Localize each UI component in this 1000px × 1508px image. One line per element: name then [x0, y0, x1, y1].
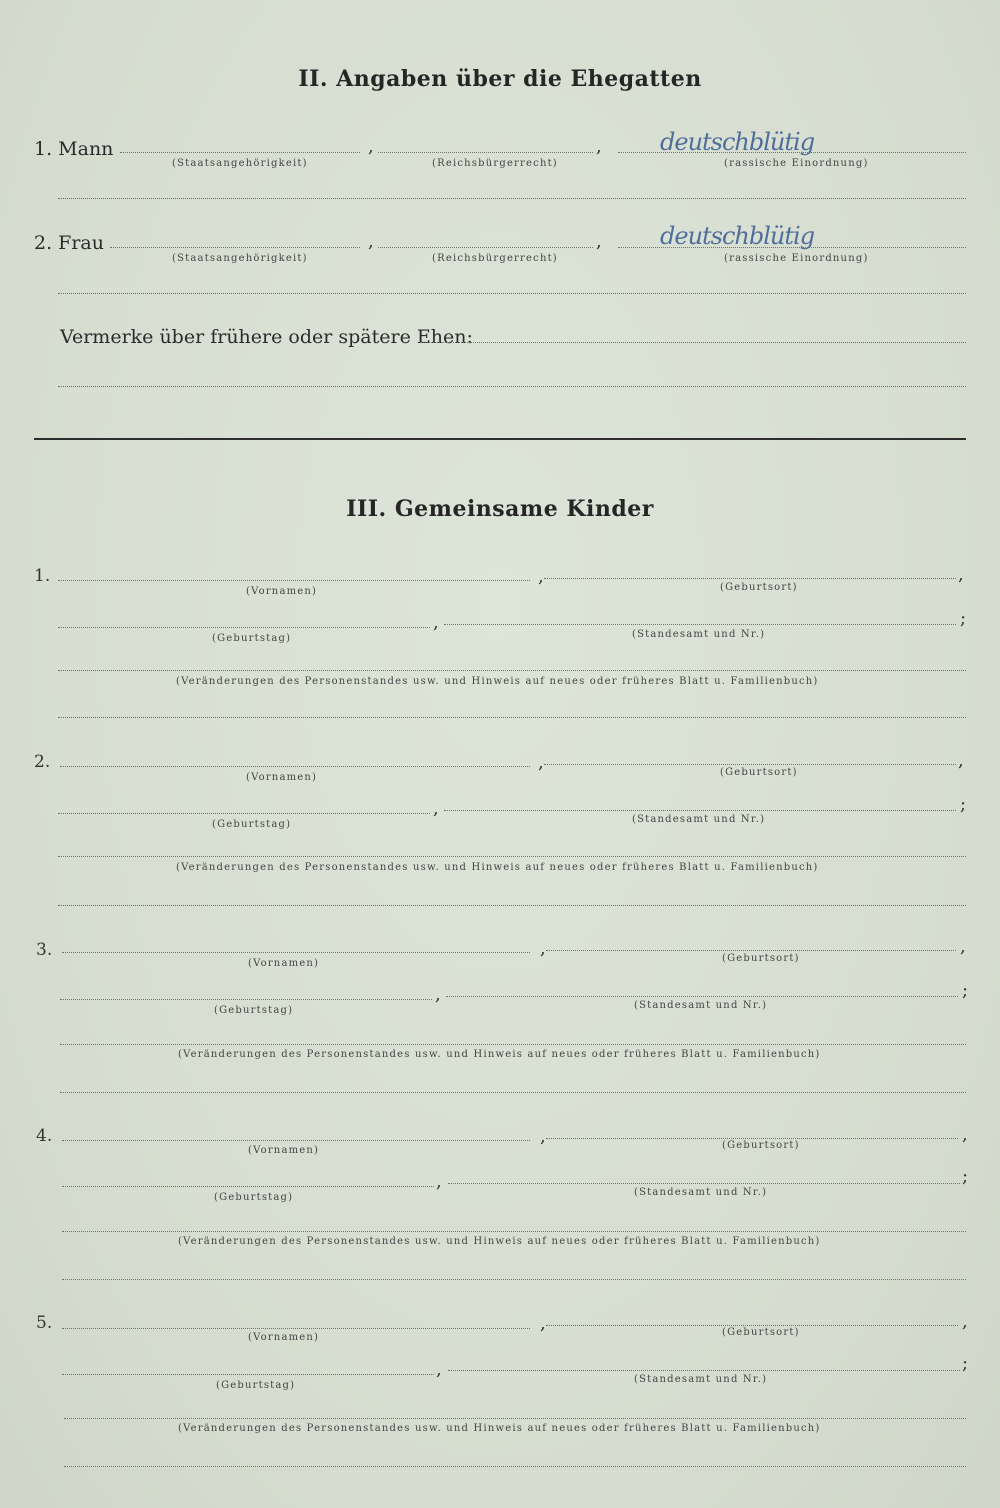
veraenderungen-field[interactable] — [62, 1231, 966, 1232]
caption-staatsangehoerigkeit: (Staatsangehörigkeit) — [172, 253, 308, 264]
caption-geburtstag: (Geburtstag) — [216, 1380, 296, 1391]
child-number: 4. — [36, 1126, 53, 1146]
geburtstag-field[interactable] — [60, 999, 432, 1000]
veraenderungen-extra-line[interactable] — [64, 1466, 966, 1467]
caption-vornamen: (Vornamen) — [248, 1332, 320, 1343]
caption-veraenderungen: (Veränderungen des Personenstandes usw. und Hinweis auf neues oder früheres Blatt u. Familienbuch) — [178, 1423, 821, 1434]
comma: , — [596, 231, 602, 252]
mann-staat-field[interactable] — [120, 152, 360, 153]
frau-reich-field[interactable] — [378, 247, 593, 248]
semicolon: ; — [960, 794, 967, 815]
frau-label: 2. Frau — [34, 232, 104, 254]
semicolon: ; — [962, 1353, 969, 1374]
veraenderungen-extra-line[interactable] — [58, 717, 966, 718]
vornamen-field[interactable] — [62, 1140, 530, 1141]
vornamen-field[interactable] — [62, 952, 530, 953]
geburtsort-field[interactable] — [546, 1138, 958, 1139]
comma: , — [368, 231, 374, 252]
veraenderungen-field[interactable] — [58, 856, 966, 857]
child-number: 1. — [34, 566, 51, 586]
standesamt-field[interactable] — [448, 1183, 960, 1184]
section-3-title: III. Gemeinsame Kinder — [346, 496, 654, 522]
comma: , — [962, 1124, 968, 1145]
mann-reich-field[interactable] — [378, 152, 593, 153]
geburtstag-field[interactable] — [58, 813, 430, 814]
frau-extra-line[interactable] — [58, 293, 966, 294]
caption-reichsbuergerrecht: (Reichsbürgerrecht) — [432, 253, 558, 264]
vermerke-extra-line[interactable] — [58, 386, 966, 387]
caption-geburtsort: (Geburtsort) — [720, 767, 798, 778]
geburtsort-field[interactable] — [546, 950, 956, 951]
caption-geburtsort: (Geburtsort) — [722, 953, 800, 964]
comma: , — [433, 798, 439, 819]
comma: , — [540, 938, 546, 959]
veraenderungen-extra-line[interactable] — [58, 905, 966, 906]
comma: , — [960, 936, 966, 957]
caption-geburtstag: (Geburtstag) — [214, 1192, 294, 1203]
standesamt-field[interactable] — [444, 810, 956, 811]
comma: , — [368, 136, 374, 157]
caption-reichsbuergerrecht: (Reichsbürgerrecht) — [432, 158, 558, 169]
caption-rassische-einordnung: (rassische Einordnung) — [724, 253, 869, 264]
vermerke-label: Vermerke über frühere oder spätere Ehen: — [60, 326, 473, 348]
geburtsort-field[interactable] — [544, 764, 956, 765]
comma: , — [540, 1126, 546, 1147]
semicolon: ; — [962, 980, 969, 1001]
geburtstag-field[interactable] — [58, 627, 430, 628]
caption-geburtstag: (Geburtstag) — [212, 819, 292, 830]
comma: , — [596, 136, 602, 157]
mann-handwriting: deutschblütig — [660, 128, 815, 156]
section-divider — [34, 438, 966, 440]
caption-geburtsort: (Geburtsort) — [720, 582, 798, 593]
vornamen-field[interactable] — [60, 766, 530, 767]
frau-handwriting: deutschblütig — [660, 222, 815, 250]
caption-standesamt: (Standesamt und Nr.) — [634, 1374, 768, 1385]
geburtstag-field[interactable] — [62, 1374, 434, 1375]
comma: , — [540, 1313, 546, 1334]
semicolon: ; — [962, 1166, 969, 1187]
comma: , — [436, 1359, 442, 1380]
veraenderungen-field[interactable] — [64, 1418, 966, 1419]
semicolon: ; — [960, 608, 967, 629]
comma: , — [538, 752, 544, 773]
caption-vornamen: (Vornamen) — [248, 1145, 320, 1156]
comma: , — [958, 750, 964, 771]
comma: , — [958, 564, 964, 585]
caption-vornamen: (Vornamen) — [246, 772, 318, 783]
caption-standesamt: (Standesamt und Nr.) — [634, 1187, 768, 1198]
caption-geburtstag: (Geburtstag) — [214, 1005, 294, 1016]
caption-geburtsort: (Geburtsort) — [722, 1327, 800, 1338]
comma: , — [962, 1311, 968, 1332]
caption-staatsangehoerigkeit: (Staatsangehörigkeit) — [172, 158, 308, 169]
veraenderungen-field[interactable] — [60, 1044, 966, 1045]
caption-vornamen: (Vornamen) — [246, 586, 318, 597]
caption-geburtstag: (Geburtstag) — [212, 633, 292, 644]
veraenderungen-extra-line[interactable] — [60, 1092, 966, 1093]
section-2-title: II. Angaben über die Ehegatten — [298, 66, 702, 92]
standesamt-field[interactable] — [446, 996, 958, 997]
vornamen-field[interactable] — [58, 580, 530, 581]
caption-rassische-einordnung: (rassische Einordnung) — [724, 158, 869, 169]
geburtsort-field[interactable] — [546, 1325, 958, 1326]
standesamt-field[interactable] — [444, 624, 956, 625]
vermerke-field[interactable] — [420, 342, 966, 343]
geburtsort-field[interactable] — [544, 578, 956, 579]
frau-staat-field[interactable] — [110, 247, 360, 248]
comma: , — [435, 984, 441, 1005]
caption-geburtsort: (Geburtsort) — [722, 1140, 800, 1151]
veraenderungen-field[interactable] — [58, 670, 966, 671]
child-number: 3. — [36, 940, 53, 960]
child-number: 2. — [34, 752, 51, 772]
comma: , — [538, 566, 544, 587]
caption-standesamt: (Standesamt und Nr.) — [634, 1000, 768, 1011]
vornamen-field[interactable] — [62, 1328, 530, 1329]
caption-vornamen: (Vornamen) — [248, 958, 320, 969]
child-number: 5. — [36, 1313, 53, 1333]
standesamt-field[interactable] — [448, 1370, 960, 1371]
veraenderungen-extra-line[interactable] — [62, 1279, 966, 1280]
comma: , — [433, 612, 439, 633]
caption-veraenderungen: (Veränderungen des Personenstandes usw. und Hinweis auf neues oder früheres Blatt u. Familienbuch) — [178, 1236, 821, 1247]
caption-veraenderungen: (Veränderungen des Personenstandes usw. und Hinweis auf neues oder früheres Blatt u. Familienbuch) — [178, 1049, 821, 1060]
mann-label: 1. Mann — [34, 138, 114, 160]
geburtstag-field[interactable] — [62, 1186, 434, 1187]
mann-extra-line[interactable] — [58, 198, 966, 199]
comma: , — [436, 1171, 442, 1192]
caption-veraenderungen: (Veränderungen des Personenstandes usw. und Hinweis auf neues oder früheres Blatt u. Familienbuch) — [176, 862, 819, 873]
caption-standesamt: (Standesamt und Nr.) — [632, 814, 766, 825]
caption-veraenderungen: (Veränderungen des Personenstandes usw. und Hinweis auf neues oder früheres Blatt u. Familienbuch) — [176, 676, 819, 687]
caption-standesamt: (Standesamt und Nr.) — [632, 629, 766, 640]
